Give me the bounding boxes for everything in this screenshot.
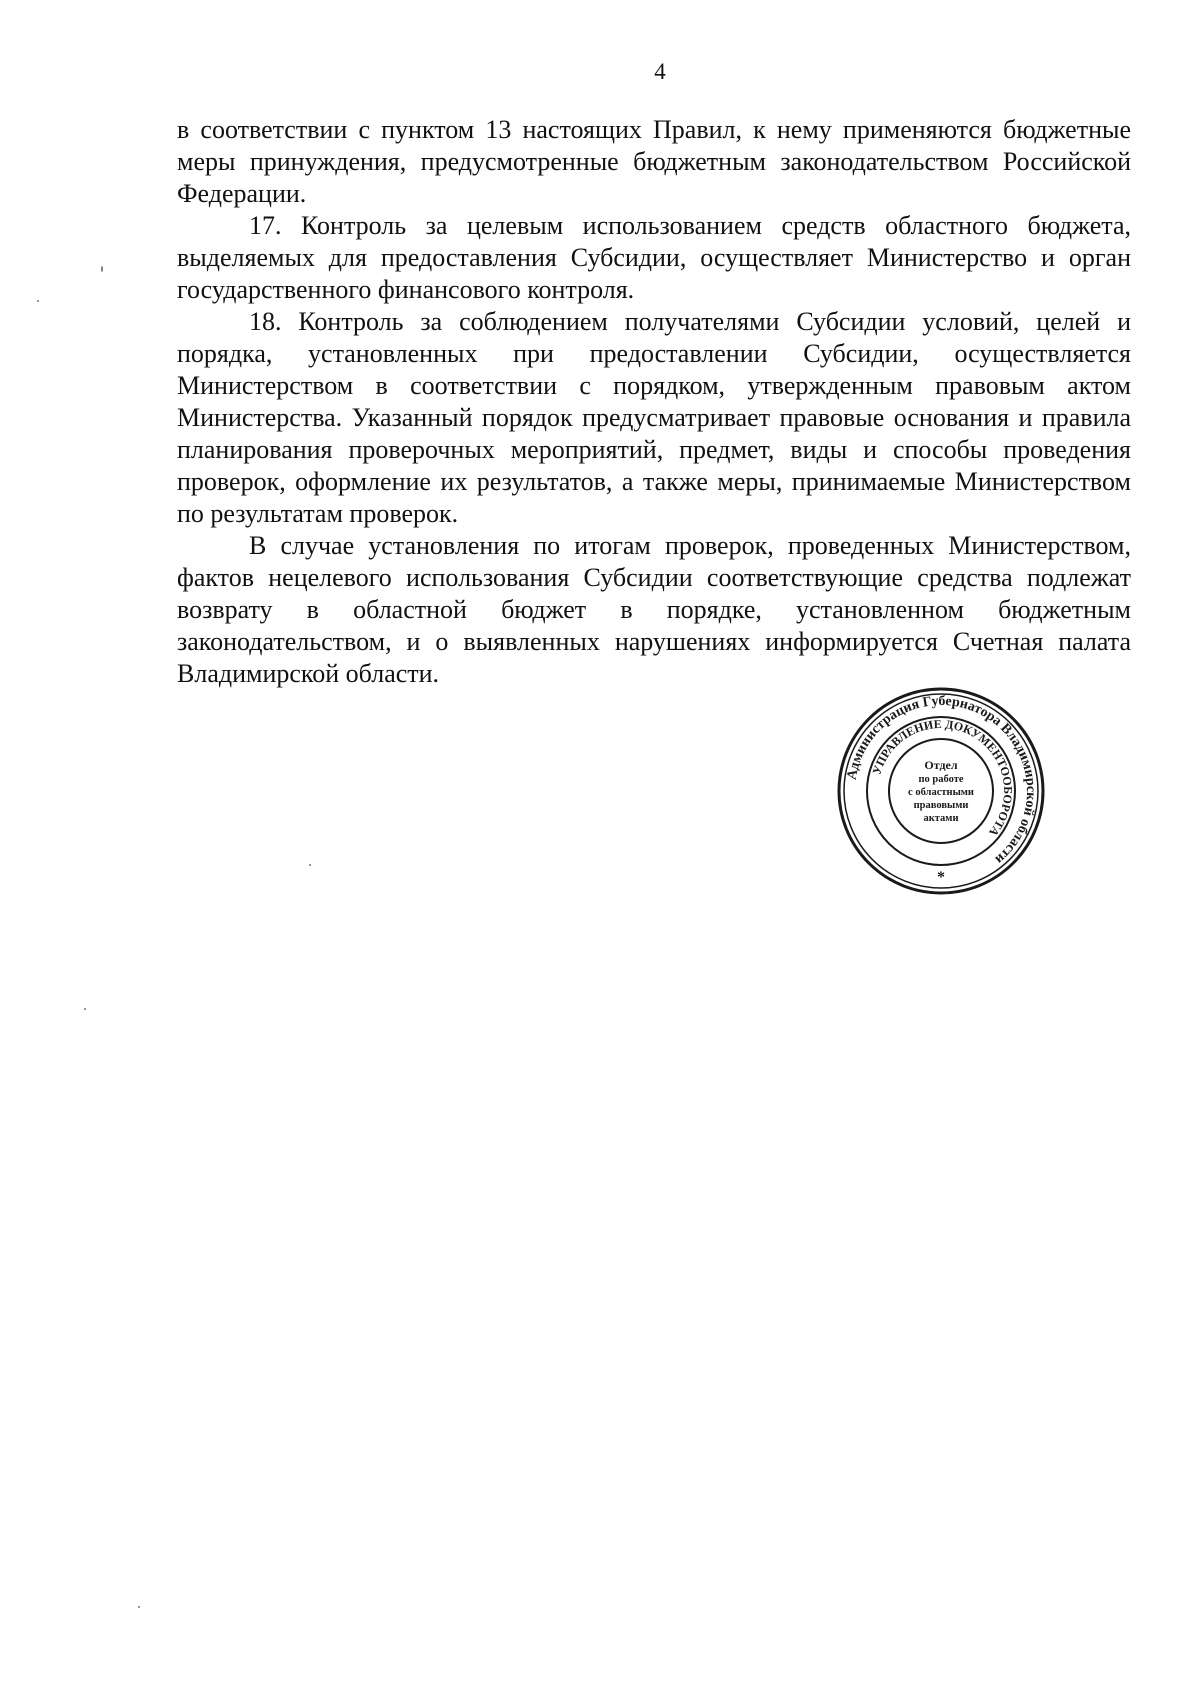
scan-speck <box>138 1606 140 1608</box>
seal-graphic <box>836 686 1046 896</box>
seal-star: * <box>937 869 945 886</box>
page-number: 4 <box>654 59 666 84</box>
scan-speck <box>84 1008 86 1010</box>
seal-center-line: Отдел <box>924 758 958 772</box>
document-body <box>177 114 1131 690</box>
official-seal-stamp <box>836 686 1046 896</box>
seal-center-line: с областными <box>908 787 974 798</box>
seal-center-line: по работе <box>918 774 964 785</box>
seal-center-line: правовыми <box>913 800 969 811</box>
paragraph-violations: В случае установления по итогам проверок, проведенных Министерством, фактов нецелевого использования Субсидии соответствующие средства подлежат возврату в областной бюджет в порядке, установленном бюджетным законодательством, и о выявленных нарушениях информируется Счетная палата Владимирской области. <box>177 531 1131 688</box>
scan-speck <box>101 266 103 272</box>
paragraph-18: 18. Контроль за соблюдением получателями Субсидии условий, целей и порядка, установленных при предоставлении Субсидии, осуществляется Министерством в соответствии с порядком, утвержденным правовым актом Министерства. Указанный порядок предусматривает правовые основания и правила планирования проверочных мероприятий, предмет, виды и способы проведения проверок, оформление их результатов, а также меры, принимаемые Министерством по результатам проверок. <box>177 307 1131 528</box>
seal-outer-ring-text: Администрация Губернатора Владимирской области <box>844 693 1039 867</box>
scan-speck <box>37 300 39 302</box>
scan-speck <box>309 864 311 866</box>
seal-center-line: актами <box>923 813 959 824</box>
seal-center-text <box>908 758 974 824</box>
paragraph-17: 17. Контроль за целевым использованием средств областного бюджета, выделяемых для предоставления Субсидии, осуществляет Министерство и орган государственного финансового контроля. <box>177 211 1131 304</box>
paragraph-continuation: в соответствии с пунктом 13 настоящих Правил, к нему применяются бюджетные меры принуждения, предусмотренные бюджетным законодательством Российской Федерации. <box>177 115 1131 208</box>
seal-inner-ring-text: УПРАВЛЕНИЕ ДОКУМЕНТООБОРОТА <box>869 716 1016 840</box>
